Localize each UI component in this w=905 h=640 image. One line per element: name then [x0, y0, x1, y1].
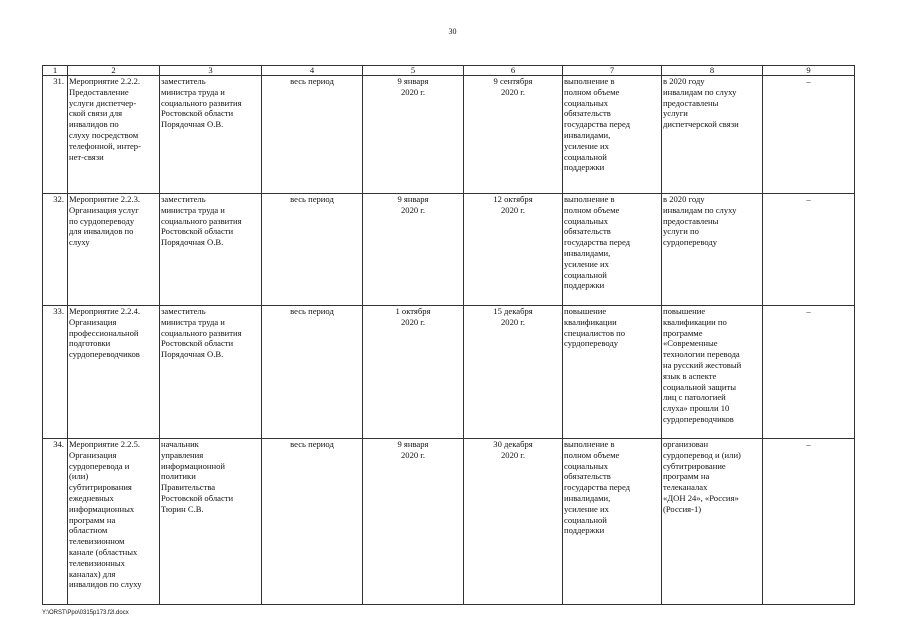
- end-date-cell: 12 октября 2020 г.: [464, 194, 563, 306]
- table-row: [43, 76, 855, 194]
- expected-result-cell: выполнение в полном объеме социальных обязательств государства перед инвалидами, усиление их социальной поддержки: [563, 76, 662, 194]
- row-number: 32.: [43, 194, 68, 306]
- measure-cell: Мероприятие 2.2.4. Организация профессиональной подготовки сурдопереводчиков: [68, 306, 160, 439]
- row-number: 34.: [43, 439, 68, 605]
- note-cell: –: [763, 439, 855, 605]
- column-header: 5: [363, 66, 464, 76]
- activities-table: [42, 65, 855, 605]
- page-number: 30: [448, 27, 457, 36]
- start-date-cell: 9 января 2020 г.: [363, 194, 464, 306]
- end-date-cell: 9 сентября 2020 г.: [464, 76, 563, 194]
- note-cell: –: [763, 194, 855, 306]
- column-header: 2: [68, 66, 160, 76]
- column-header: 9: [763, 66, 855, 76]
- measure-cell: Мероприятие 2.2.2. Предоставление услуги диспетчер- ской связи для инвалидов по слуху посредством телефонной, интер- нет-связи: [68, 76, 160, 194]
- file-path-footer: Y:\ORST\Ppo\0315p173.f2l.docx: [42, 610, 129, 616]
- measure-cell: Мероприятие 2.2.5. Организация сурдоперевода и (или) субтитрирования ежедневных информационных программ на областном телевизионном канале (областных телевизионных каналах) для инвалидов по слуху: [68, 439, 160, 605]
- executor-cell: заместитель министра труда и социального развития Ростовской области Порядочная О.В.: [160, 76, 262, 194]
- note-cell: –: [763, 306, 855, 439]
- column-header: 3: [160, 66, 262, 76]
- period-cell: весь период: [262, 76, 363, 194]
- end-date-cell: 30 декабря 2020 г.: [464, 439, 563, 605]
- end-date-cell: 15 декабря 2020 г.: [464, 306, 563, 439]
- column-header: 8: [662, 66, 763, 76]
- expected-result-cell: выполнение в полном объеме социальных обязательств государства перед инвалидами, усиление их социальной поддержки: [563, 439, 662, 605]
- row-number: 31.: [43, 76, 68, 194]
- start-date-cell: 9 января 2020 г.: [363, 439, 464, 605]
- period-cell: весь период: [262, 306, 363, 439]
- column-header: 7: [563, 66, 662, 76]
- start-date-cell: 9 января 2020 г.: [363, 76, 464, 194]
- period-cell: весь период: [262, 439, 363, 605]
- executor-cell: начальник управления информационной политики Правительства Ростовской области Тюрин С.В.: [160, 439, 262, 605]
- column-header: 1: [43, 66, 68, 76]
- period-cell: весь период: [262, 194, 363, 306]
- column-header: 4: [262, 66, 363, 76]
- note-cell: –: [763, 76, 855, 194]
- table-row: [43, 439, 855, 605]
- actual-result-cell: организован сурдоперевод и (или) субтитрирование программ на телеканалах «ДОН 24», «Россия» (Россия-1): [662, 439, 763, 605]
- executor-cell: заместитель министра труда и социального развития Ростовской области Порядочная О.В.: [160, 194, 262, 306]
- table-header-row: [43, 66, 855, 76]
- expected-result-cell: выполнение в полном объеме социальных обязательств государства перед инвалидами, усиление их социальной поддержки: [563, 194, 662, 306]
- table-row: [43, 306, 855, 439]
- column-header: 6: [464, 66, 563, 76]
- actual-result-cell: повышение квалификации по программе «Современные технологии перевода на русский жестовый язык в аспекте социальной защиты лиц с патологией слуха» прошли 10 сурдопереводчиков: [662, 306, 763, 439]
- row-number: 33.: [43, 306, 68, 439]
- actual-result-cell: в 2020 году инвалидам по слуху предоставлены услуги диспетчерской связи: [662, 76, 763, 194]
- expected-result-cell: повышение квалификации специалистов по сурдопереводу: [563, 306, 662, 439]
- start-date-cell: 1 октября 2020 г.: [363, 306, 464, 439]
- actual-result-cell: в 2020 году инвалидам по слуху предоставлены услуги по сурдопереводу: [662, 194, 763, 306]
- measure-cell: Мероприятие 2.2.3. Организация услуг по сурдопереводу для инвалидов по слуху: [68, 194, 160, 306]
- executor-cell: заместитель министра труда и социального развития Ростовской области Порядочная О.В.: [160, 306, 262, 439]
- table-row: [43, 194, 855, 306]
